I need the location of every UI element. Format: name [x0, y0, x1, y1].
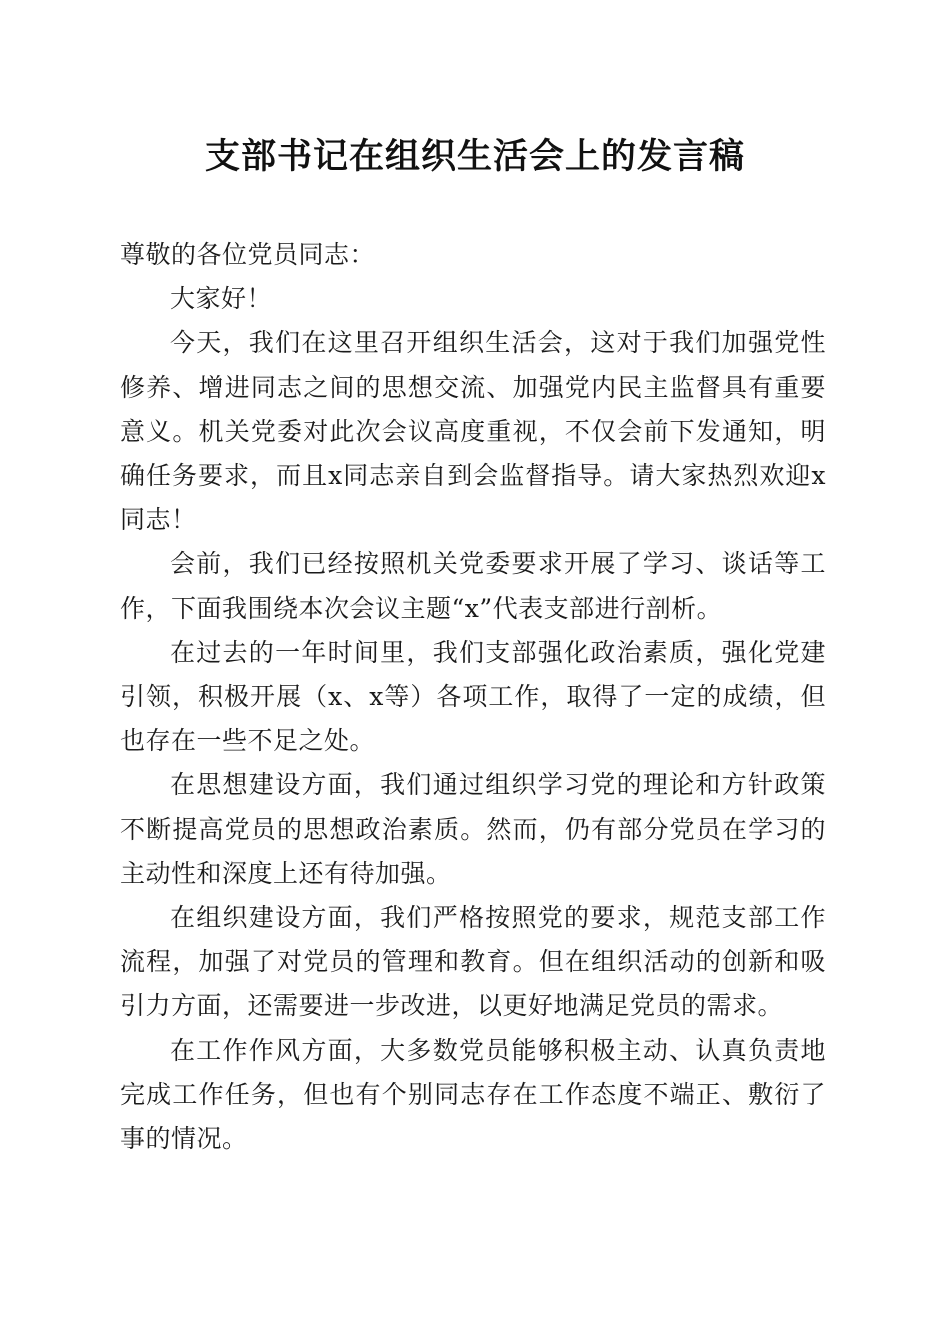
paragraph-ideology: 在思想建设方面，我们通过组织学习党的理论和方针政策不断提高党员的思想政治素质。然而，仍有部分党员在学习的主动性和深度上还有待加强。 [120, 770, 826, 888]
paragraph-intro: 今天，我们在这里召开组织生活会，这对于我们加强党性修养、增进同志之间的思想交流、加强党内民主监督具有重要意义。机关党委对此次会议高度重视，不仅会前下发通知，明确任务要求，而且x同志亲自到会监督指导。请大家热烈欢迎x同志！ [120, 328, 826, 535]
document-body [120, 233, 826, 1161]
salutation: 尊敬的各位党员同志： [120, 240, 376, 269]
document-title: 支部书记在组织生活会上的发言稿 [204, 136, 745, 177]
paragraph-preparation: 会前，我们已经按照机关党委要求开展了学习、谈话等工作，下面我围绕本次会议主题“x”代表支部进行剖析。 [120, 549, 826, 623]
paragraph-greeting: 大家好！ [170, 284, 273, 314]
paragraph-work-style: 在工作作风方面，大多数党员能够积极主动、认真负责地完成工作任务，但也有个别同志存在工作态度不端正、敷衍了事的情况。 [120, 1035, 826, 1154]
paragraph-overview: 在过去的一年时间里，我们支部强化政治素质，强化党建引领，积极开展（x、x等）各项工作，取得了一定的成绩，但也存在一些不足之处。 [120, 637, 826, 756]
paragraph-organization: 在组织建设方面，我们严格按照党的要求，规范支部工作流程，加强了对党员的管理和教育。但在组织活动的创新和吸引力方面，还需要进一步改进，以更好地满足党员的需求。 [120, 903, 826, 1021]
